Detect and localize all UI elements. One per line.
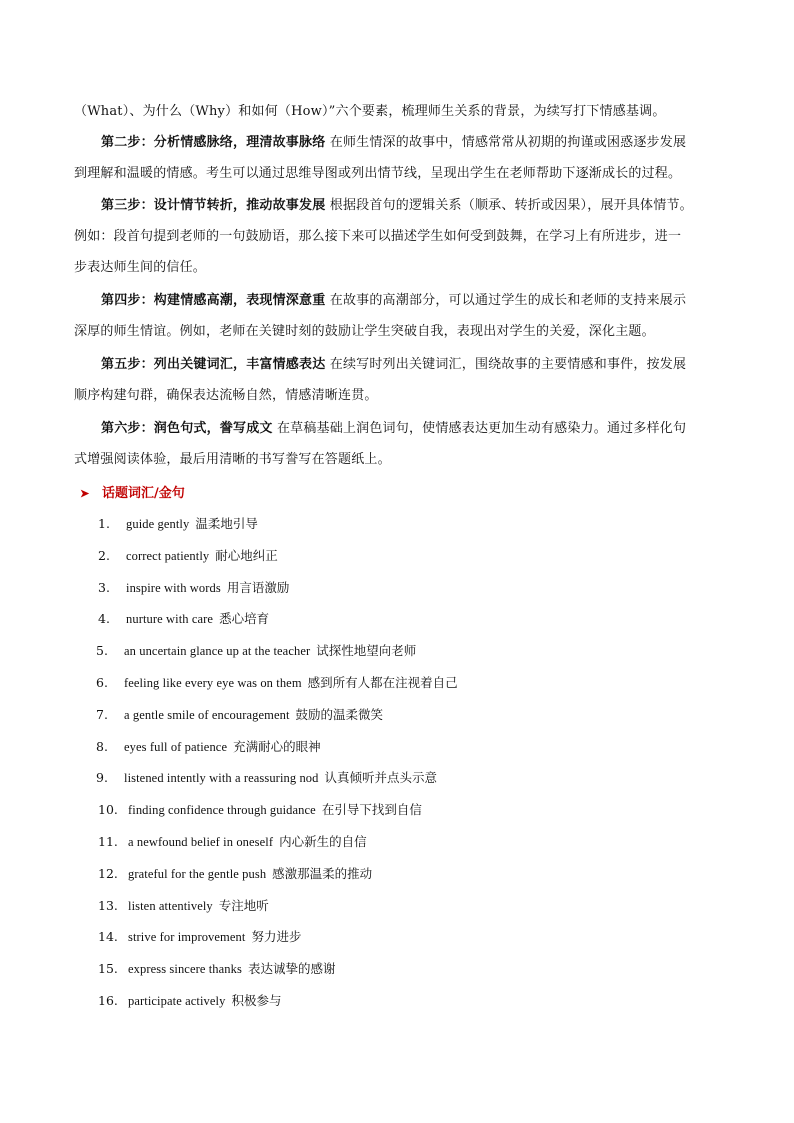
vocab-item [98, 892, 718, 924]
vocab-english: inspire with words [126, 580, 221, 595]
vocab-number: 3. [98, 579, 110, 595]
vocab-number: 11. [98, 833, 118, 849]
step-5-line-2: 顺序构建句群，确保表达流畅自然，情感清晰连贯。 [74, 388, 378, 403]
vocab-chinese: 认真倾听并点头示意 [324, 770, 438, 786]
step-4-line-1: 在故事的高潮部分，可以通过学生的成长和老师的支持来展示 [329, 293, 687, 308]
vocab-item [98, 987, 718, 1019]
intro-line: （What）、为什么（Why）和如何（How）”六个要素，梳理师生关系的背景，为续写打下情感基调。 [74, 104, 666, 119]
step-6-title: 第六步：润色句式，誊写成文 [101, 421, 273, 436]
vocab-number: 10. [98, 802, 118, 818]
vocab-item [98, 510, 718, 542]
vocab-chinese: 试探性地望向老师 [316, 643, 417, 659]
step-4-line-2: 深厚的师生情谊。例如，老师在关键时刻的鼓励让学生突破自我，表现出对学生的关爱，深化主题。 [74, 324, 655, 339]
step-2-line-1: 在师生情深的故事中，情感常常从初期的拘谨或困惑逐步发展 [329, 135, 687, 150]
vocab-english: grateful for the gentle push [128, 866, 267, 881]
intro-paragraph [74, 96, 734, 127]
step-5-line-1: 在续写时列出关键词汇，围绕故事的主要情感和事件，按发展 [329, 357, 687, 372]
vocab-english: listen attentively [128, 898, 213, 913]
vocab-chinese: 用言语激励 [226, 579, 290, 595]
vocab-english: eyes full of patience [124, 739, 228, 754]
vocab-item [96, 764, 718, 796]
vocab-number: 6. [96, 674, 108, 690]
step-3-title: 第三步：设计情节转折，推动故事发展 [101, 198, 326, 213]
vocab-item [96, 669, 718, 701]
step-5-title: 第五步：列出关键词汇，丰富情感表达 [101, 357, 326, 372]
vocab-item [96, 733, 718, 765]
vocab-item [98, 542, 718, 574]
section-title: 话题词汇/金句 [102, 486, 185, 501]
vocab-item [98, 860, 718, 892]
step-4-title: 第四步：构建情感高潮，表现情深意重 [101, 293, 326, 308]
section-header [80, 482, 185, 506]
vocab-number: 12. [98, 865, 118, 881]
vocab-chinese: 充满耐心的眼神 [233, 738, 321, 754]
vocab-english: listened intently with a reassuring nod [124, 771, 319, 786]
vocab-number: 15. [98, 961, 118, 977]
vocab-item [98, 828, 718, 860]
vocab-chinese: 感到所有人都在注视着自己 [307, 674, 458, 690]
vocab-number: 2. [98, 547, 110, 563]
step-6-paragraph [74, 413, 734, 475]
vocab-english: correct patiently [126, 548, 210, 563]
vocab-number: 8. [96, 738, 108, 754]
vocab-english: a newfound belief in oneself [128, 834, 274, 849]
vocab-number: 5. [96, 643, 108, 659]
vocab-item [98, 574, 718, 606]
vocab-chinese: 鼓励的温柔微笑 [295, 706, 384, 722]
vocab-item [96, 701, 718, 733]
arrowhead-bullet-icon: ➤ [80, 487, 90, 500]
vocab-english: feeling like every eye was on them [124, 675, 302, 690]
vocab-item [96, 637, 718, 669]
vocab-number: 14. [98, 929, 118, 945]
vocab-number: 4. [98, 611, 110, 627]
vocab-english: guide gently [126, 517, 190, 531]
vocab-english: strive for improvement [128, 930, 246, 945]
step-4-paragraph [74, 285, 734, 347]
vocab-english: express sincere thanks [128, 962, 242, 977]
step-6-line-2: 式增强阅读体验，最后用清晰的书写誊写在答题纸上。 [74, 452, 391, 467]
vocab-chinese: 专注地听 [218, 897, 269, 913]
vocab-number: 16. [98, 992, 118, 1008]
vocab-item [98, 923, 718, 955]
vocab-number: 13. [98, 897, 118, 913]
step-2-line-2: 到理解和温暖的情感。考生可以通过思维导图或列出情节线，呈现出学生在老师帮助下逐渐成长的过程。 [74, 166, 682, 181]
vocab-english: an uncertain glance up at the teacher [124, 644, 311, 659]
vocab-chinese: 内心新生的自信 [279, 833, 367, 849]
step-6-line-1: 在草稿基础上润色词句，使情感表达更加生动有感染力。通过多样化句 [276, 421, 687, 436]
vocab-number: 7. [96, 706, 108, 722]
vocab-chinese: 表达诚挚的感谢 [247, 961, 336, 977]
vocab-chinese: 温柔地引导 [195, 516, 258, 531]
vocab-chinese: 努力进步 [251, 929, 302, 945]
vocab-item [98, 955, 718, 987]
vocab-item [98, 605, 718, 637]
vocab-item [98, 796, 718, 828]
vocab-chinese: 在引导下找到自信 [321, 802, 422, 818]
vocab-number: 1. [98, 516, 110, 531]
vocab-chinese: 感激那温柔的推动 [272, 865, 373, 881]
vocab-english: finding confidence through guidance [128, 803, 316, 818]
step-3-line-1: 根据段首句的逻辑关系（顺承、转折或因果），展开具体情节。 [329, 198, 693, 213]
step-2-title: 第二步：分析情感脉络，理清故事脉络 [101, 135, 326, 150]
vocab-english: nurture with care [126, 612, 214, 627]
vocab-chinese: 悉心培育 [219, 611, 270, 627]
vocab-chinese: 耐心地纠正 [215, 547, 278, 563]
vocab-english: participate actively [128, 993, 226, 1008]
step-3-line-3: 步表达师生间的信任。 [74, 260, 207, 275]
vocab-english: a gentle smile of encouragement [124, 707, 290, 722]
step-5-paragraph [74, 349, 734, 411]
vocab-chinese: 积极参与 [231, 992, 282, 1008]
vocab-number: 9. [96, 770, 108, 786]
step-3-line-2: 例如：段首句提到老师的一句鼓励语，那么接下来可以描述学生如何受到鼓舞，在学习上有所进步，进一 [74, 229, 682, 244]
vocab-list [98, 510, 718, 1019]
step-3-paragraph [74, 190, 734, 283]
step-2-paragraph [74, 127, 734, 189]
